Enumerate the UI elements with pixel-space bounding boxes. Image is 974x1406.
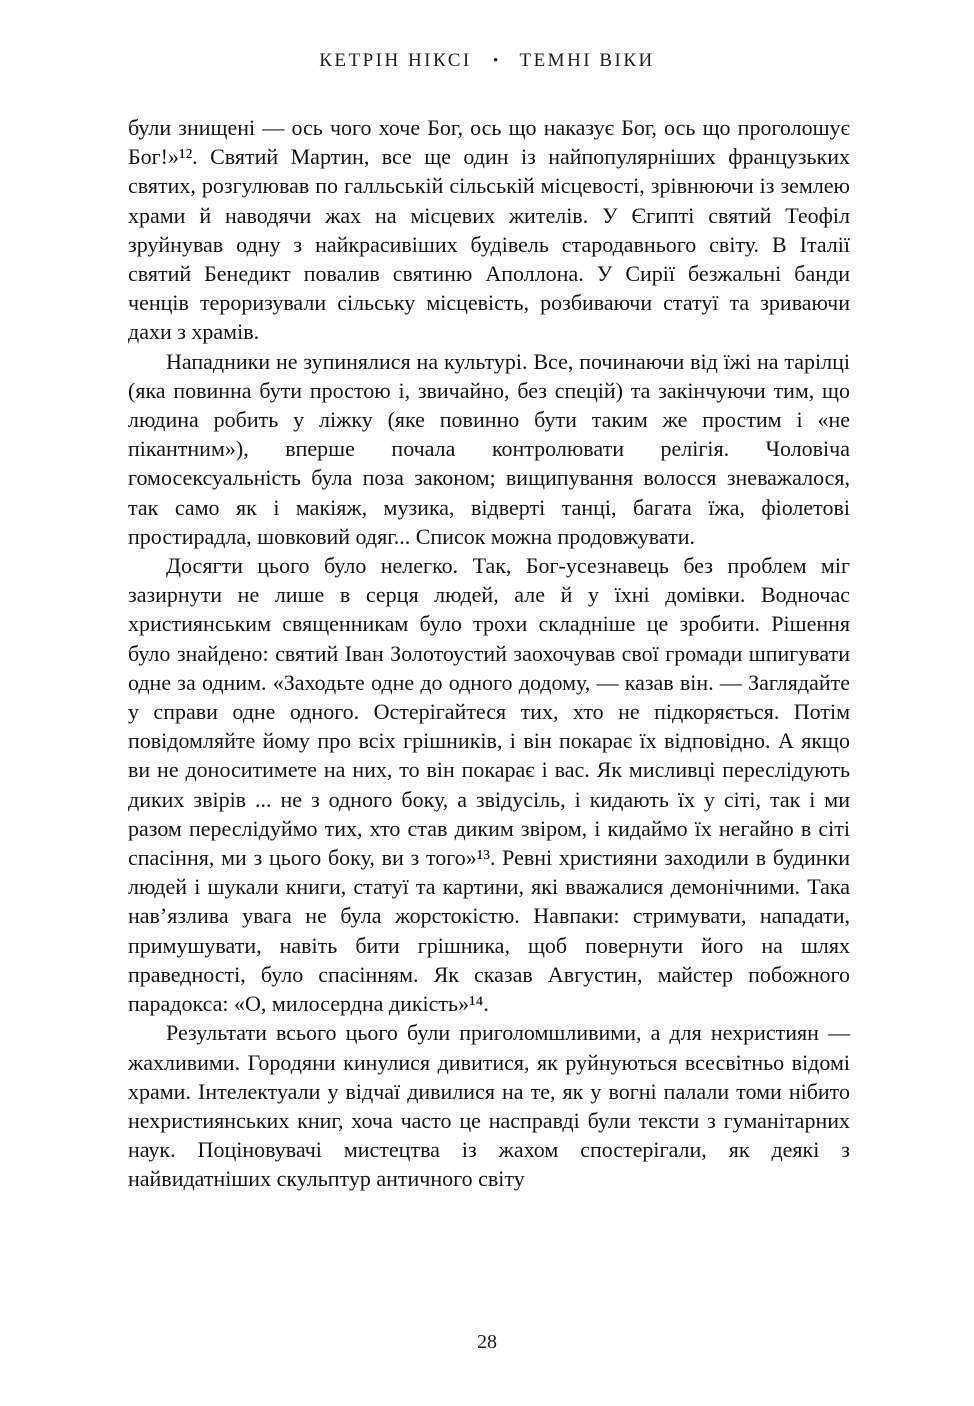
header-author: КЕТРІН НІКСІ xyxy=(319,50,472,71)
running-header xyxy=(0,50,974,72)
page-body-text xyxy=(128,113,850,1194)
paragraph-1: були знищені — ось чого хоче Бог, ось що наказує Бог, ось що проголошує Бог!»¹². Святий Мартин, все ще один із найпопулярніших французьких святих, розгулював по галльській сільській місцевості, зрівнюючи із землею храми й наводячи жах на місцевих жителів. У Єгипті святий Теофіл зруйнував одну з найкрасивіших будівель стародавнього світу. В Італії святий Бенедикт повалив святиню Аполлона. У Сирії безжальні банди ченців тероризували сільську місцевість, розбиваючи статуї та зриваючи дахи з храмів. xyxy=(128,115,850,345)
page-number: 28 xyxy=(477,1331,497,1353)
header-separator-bullet: • xyxy=(492,53,499,69)
paragraph-3: Досягти цього було нелегко. Так, Бог-усезнавець без проблем міг зазирнути не лише в серця людей, але й у їхні домівки. Водночас християнським священникам було трохи складніше це зробити. Рішення було знайдено: святий Іван Золотоустий заохочував свої громади шпигувати одне за одним. «Заходьте одне до одного додому, — казав він. — Заглядайте у справи одне одного. Остерігайтеся тих, хто не підкоряється. Потім повідомляйте йому про всіх грішників, і він покарає їх відповідно. А якщо ви не доноситимете на них, то він покарає і вас. Як мисливці переслідують диких звірів ... не з одного боку, а звідусіль, і кидають їх у сіті, так і ми разом переслідуймо тих, хто став диким звіром, і кидаймо їх негайно в сіті спасіння, ми з цього боку, ви з того»¹³. Ревні християни заходили в будинки людей і шукали книги, статуї та картини, які вважалися демонічними. Така нав’язлива увага не була жорстокістю. Навпаки: стримувати, нападати, примушувати, навіть бити грішника, щоб повернути його на шлях праведності, було спасінням. Як сказав Августин, майстер побожного парадокса: «О, милосердна дикість»¹⁴. xyxy=(128,553,850,1017)
paragraph-4: Результати всього цього були приголомшливими, а для нехристиян — жахливими. Городяни кинулися дивитися, як руйнуються всесвітньо відомі храми. Інтелектуали у відчаї дивилися на те, як у вогні палали томи нібито нехристиянських книг, хоча часто це насправді були тексти з гуманітарних наук. Поціновувачі мистецтва із жахом спостерігали, як деякі з найвидатніших скульптур античного світу xyxy=(128,1020,850,1192)
paragraph-2: Нападники не зупинялися на культурі. Все, починаючи від їжі на тарілці (яка повинна бути простою і, звичайно, без спецій) та закінчуючи тим, що людина робить у ліжку (яке повинно бути таким же простим і «не пікантним»), вперше почала контролювати релігія. Чоловіча гомосексуальність була поза законом; вищипування волосся зневажалося, так само як і макіяж, музика, відверті танці, багата їжа, фіолетові простирадла, шовковий одяг... Список можна продовжувати. xyxy=(128,348,850,549)
header-book-title: ТЕМНІ ВІКИ xyxy=(519,50,655,71)
